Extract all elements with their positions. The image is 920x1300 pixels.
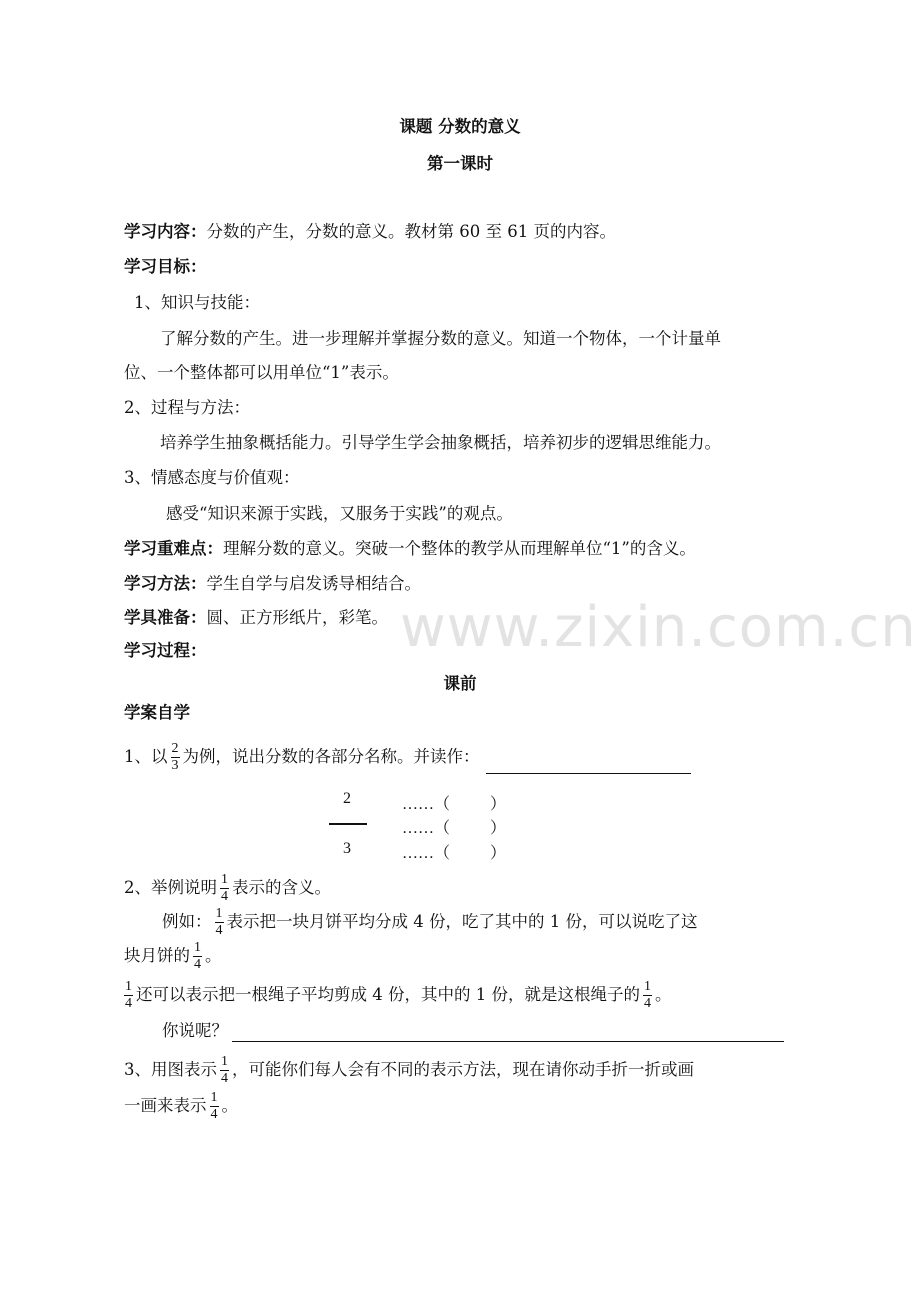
q3-prefix: 3、用图表示: [124, 1060, 217, 1079]
fraction-denominator: 4: [643, 996, 651, 1011]
q2-prefix: 2、举例说明: [124, 878, 217, 897]
goal1-heading: 1、知识与技能：: [134, 293, 260, 312]
content-text: 分数的产生，分数的意义。教材第 60 至 61 页的内容。: [206, 222, 616, 241]
figure-fraction-bar: [329, 823, 367, 825]
q2-example-line2: [124, 940, 222, 973]
fraction-numerator: 1: [125, 979, 132, 994]
method-row: [124, 573, 421, 595]
q2-you-say-label: 你说呢？: [162, 1021, 228, 1040]
tools-row: [124, 607, 388, 629]
fraction-denominator: 4: [221, 889, 228, 904]
q3-line2-text: 一画来表示: [124, 1096, 207, 1115]
q1-answer-blank[interactable]: [486, 755, 691, 774]
q2-example-prefix: 例如：: [162, 912, 212, 931]
method-text: 学生自学与启发诱导相结合。: [206, 574, 421, 593]
q2-example-text: 表示把一块月饼平均分成 4 份，吃了其中的 1 份，可以说吃了这: [226, 912, 698, 931]
q2-rope-text: 还可以表示把一根绳子平均剪成 4 份，其中的 1 份，就是这根绳子的: [136, 985, 640, 1004]
fraction-numerator: 1: [221, 1054, 228, 1069]
fraction-one-quarter: [215, 906, 224, 939]
tools-text: 圆、正方形纸片，彩笔。: [206, 608, 388, 627]
question-2: [124, 872, 331, 905]
q2-rope: [124, 979, 671, 1012]
fraction-one-quarter: [220, 872, 229, 905]
q2-suffix: 表示的含义。: [232, 878, 331, 897]
figure-denominator: 3: [343, 840, 351, 857]
fraction-denominator: 4: [194, 957, 201, 972]
content-label: 学习内容：: [124, 222, 207, 241]
method-label: 学习方法：: [124, 574, 207, 593]
fraction-denominator: 4: [210, 1107, 218, 1122]
watermark: www.zixin.com.cn: [400, 595, 917, 660]
question-1: [124, 741, 691, 774]
fraction-one-quarter: [124, 979, 133, 1012]
keypoints-row: [124, 538, 696, 560]
fraction-numerator: 1: [194, 940, 201, 955]
fraction-numerator: 1: [215, 906, 223, 921]
page-title: 课题 分数的意义: [399, 117, 521, 136]
fraction-numerator: 1: [210, 1090, 218, 1105]
process-label: 学习过程：: [124, 641, 207, 660]
q1-text: 为例，说出分数的各部分名称。并读作：: [182, 747, 480, 766]
fraction-one-quarter: [643, 979, 652, 1012]
figure-numerator: 2: [343, 790, 351, 807]
keypoints-text: 理解分数的意义。突破一个整体的教学从而理解单位“1”的含义。: [223, 539, 696, 558]
q2-example: [162, 906, 697, 939]
fraction-one-quarter: [210, 1090, 219, 1123]
goal1-text2: 位、一个整体都可以用单位“1”表示。: [124, 363, 399, 382]
fraction-numerator: 1: [643, 979, 651, 994]
numerator-name-blank[interactable]: ……（ ）: [402, 796, 507, 813]
q2-example-end: 。: [205, 946, 222, 965]
tools-label: 学具准备：: [124, 608, 207, 627]
fraction-numerator: 1: [221, 872, 228, 887]
q2-answer-blank[interactable]: [232, 1023, 784, 1042]
q3-text: ，可能你们每人会有不同的表示方法，现在请你动手折一折或画: [232, 1060, 694, 1079]
question-3: [124, 1054, 694, 1087]
goal3-text: 感受“知识来源于实践，又服务于实践”的观点。: [166, 504, 513, 523]
q2-you-say: [162, 1020, 784, 1042]
page-subtitle: 第一课时: [427, 154, 493, 173]
fraction-one-quarter: [220, 1054, 229, 1087]
fraction-denominator: 4: [221, 1071, 228, 1086]
content-row: [124, 221, 616, 243]
selfstudy-label: 学案自学: [124, 703, 190, 722]
q1-prefix: 1、以: [124, 747, 168, 766]
goal3-heading: 3、情感态度与价值观：: [124, 468, 300, 487]
q2-rope-end: 。: [654, 985, 672, 1004]
fraction-denominator: 4: [125, 996, 132, 1011]
fraction-bar-name-blank[interactable]: ……（ ）: [402, 820, 507, 837]
fraction-numerator: 2: [171, 741, 179, 756]
denominator-name-blank[interactable]: ……（ ）: [402, 845, 507, 862]
q3-end: 。: [221, 1096, 238, 1115]
fraction-two-thirds: [171, 741, 180, 774]
section-before-class: 课前: [443, 674, 477, 693]
goal1-text1: 了解分数的产生。进一步理解并掌握分数的意义。知道一个物体，一个计量单: [160, 329, 721, 348]
fraction-one-quarter: [193, 940, 202, 973]
fraction-denominator: 4: [215, 923, 223, 938]
goal2-heading: 2、过程与方法：: [124, 398, 250, 417]
q2-example-line2-text: 块月饼的: [124, 946, 190, 965]
question-3-line2: [124, 1090, 238, 1123]
fraction-denominator: 3: [171, 758, 179, 773]
keypoints-label: 学习重难点：: [124, 539, 223, 558]
goals-label: 学习目标：: [124, 257, 207, 276]
goal2-text: 培养学生抽象概括能力。引导学生学会抽象概括，培养初步的逻辑思维能力。: [160, 433, 721, 452]
